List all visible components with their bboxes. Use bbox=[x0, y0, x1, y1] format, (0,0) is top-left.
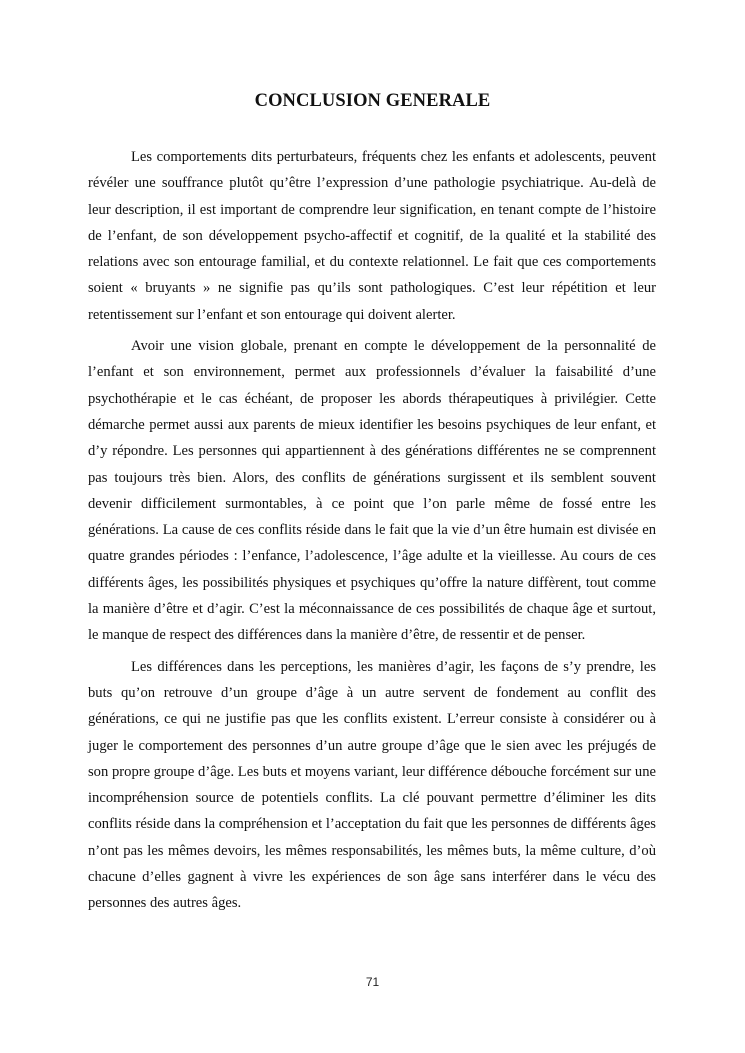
page-title: CONCLUSION GENERALE bbox=[254, 91, 491, 111]
paragraph-1: Les comportements dits perturbateurs, fréquents chez les enfants et adolescents, peuvent révéler une souffrance plutôt qu’être l’expression d’une pathologie psychiatrique. Au-delà de leur description, il est important de comprendre leur signification, en tenant compte de l’histoire de l’enfant, de son développement psycho-affectif et cognitif, de la qualité et la stabilité des relations avec son entourage familial, et du contexte relationnel. Le fait que ces comportements soient « bruyants » ne signifie pas qu’ils sont pathologiques. C’est leur répétition et leur retentissement sur l’enfant et son entourage qui doivent alerter. bbox=[88, 149, 656, 323]
body-text bbox=[88, 144, 656, 917]
paragraph-3: Les différences dans les perceptions, les manières d’agir, les façons de s’y prendre, les buts qu’on retrouve d’un groupe d’âge à un autre servent de fondement au conflit des générations, ce qui ne justifie pas que les conflits existent. L’erreur consiste à considérer ou à juger le comportement des personnes d’un autre groupe d’âge que le sien avec les préjugés de son propre groupe d’âge. Les buts et moyens variant, leur différence débouche forcément sur une incompréhension source de potentiels conflits. La clé pouvant permettre d’éliminer les dits conflits réside dans la compréhension et l’acceptation du fait que les personnes de différents âges n’ont pas les mêmes devoirs, les mêmes responsabilités, les mêmes buts, la même culture, d’où chacune d’elles gagnent à vivre les expériences de son âge sans interférer dans le vécu des personnes des autres âges. bbox=[88, 658, 656, 912]
paragraph-2: Avoir une vision globale, prenant en compte le développement de la personnalité de l’enfant et son environnement, permet aux professionnels d’évaluer la faisabilité d’une psychothérapie et le cas échéant, de proposer les abords thérapeutiques à privilégier. Cette démarche permet aussi aux parents de mieux identifier les besoins psychiques de leur enfant, et d’y répondre. Les personnes qui appartiennent à des générations différentes ne se comprennent pas toujours très bien. Alors, des conflits de générations surgissent et ils semblent souvent devenir difficilement surmontables, à ce point que l’on parle même de fossé entre les générations. La cause de ces conflits réside dans le fait que la vie d’un être humain est divisée en quatre grandes périodes : l’enfance, l’adolescence, l’âge adulte et la vieillesse. Au cours de ces différents âges, les possibilités physiques et psychiques qu’offre la nature diffèrent, tout comme la manière d’être et d’agir. C’est la méconnaissance de ces possibilités de chaque âge et surtout, le manque de respect des différences dans la manière d’être, de ressentir et de penser. bbox=[88, 338, 656, 644]
page-number: 71 bbox=[365, 975, 380, 989]
